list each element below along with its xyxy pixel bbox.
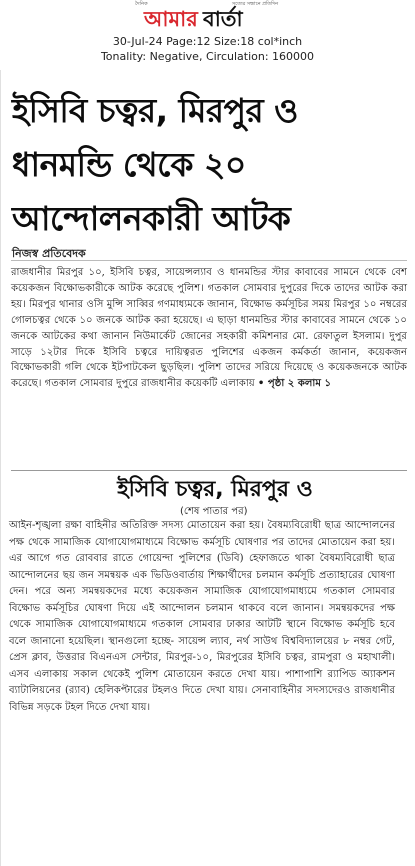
clip-left-border bbox=[0, 70, 1, 866]
continuation-body bbox=[9, 518, 395, 716]
section-divider bbox=[11, 470, 407, 471]
logo-word-amar: আমার bbox=[144, 7, 198, 31]
newspaper-masthead bbox=[0, 0, 415, 34]
logo-word-barta: বার্তা bbox=[203, 7, 243, 31]
continuation-body-text: আইন-শৃঙ্খলা রক্ষা বাহিনীর অতিরিক্ত সদস্য মোতায়েন করা হয়। বৈষম্যবিরোধী ছাত্র আন্দোলনের পক্ষ থেকে সামাজিক যোগাযোগমাধ্যমে বিক্ষোভ কর্মসূচি ঘোষণার পর তাদের মোতায়েন করা হয়। এর আগে গত রোববার রাতে গোয়েন্দা পুলিশের (ডিবি) হেফাজতে থাকা বৈষম্যবিরোধী ছাত্র আন্দোলনের ছয় জন সমন্বয়ক এক ভিডিওবার্তায় শিক্ষার্থীদের চলমান কর্মসূচি প্রত্যাহারের ঘোষণা দেন। পরে অন্য সমন্বয়কদের মধ্যে কয়েকজন সামাজিক যোগাযোগমাধ্যমে গতকাল সোমবার বিক্ষোভ কর্মসূচির ঘোষণা দিয়ে এই আন্দোলন চলমান থাকবে বলে জানান। সমন্বয়কদের পক্ষ থেকে সামাজিক যোগাযোগমাধ্যমে গতকাল সোমবার ঢাকার আটটি স্থানে বিক্ষোভ কর্মসূচি হবে বলে জানানো হয়েছিল। স্থানগুলো হচ্ছে- সায়েন্স ল্যাব, নর্থ সাউথ বিশ্ববিদ্যালয়ের ৮ নম্বর গেট, প্রেস ক্লাব, উত্তরার বিএনএস সেন্টার, মিরপুর-১০, মিরপুরের ইসিবি চত্বর, রামপুরা ও মহাখালী। এসব এলাকায় সকাল থেকেই পুলিশ মোতায়েন করতে দেখা যায়। পাশাপাশি র‌্যাপিড অ্যাকশন ব্যাটালিয়নের (র‌্যাব) হেলিকপ্টারের টহলও দিতে দেখা যায়। সেনাবাহিনীর সদস্যদেরও রাজধানীর বিভিন্ন সড়কে টহল দিতে দেখা যায়। bbox=[9, 520, 395, 713]
continued-pointer: • পৃষ্ঠা ২ কলাম ১ bbox=[257, 378, 332, 390]
continuation-note: (শেষ পাতার পর) bbox=[180, 506, 248, 517]
headline-line-1: ইসিবি চত্বর, মিরপুর ও bbox=[12, 91, 298, 130]
clip-meta-tonality: Tonality: Negative, Circulation: 160000 bbox=[100, 50, 315, 63]
headline-line-2: ধানমন্ডি থেকে ২০ bbox=[12, 145, 246, 184]
masthead-tagline-left: দৈনিক bbox=[135, 1, 148, 7]
newspaper-logo bbox=[140, 5, 270, 31]
article-byline: নিজস্ব প্রতিবেদক bbox=[12, 247, 86, 260]
masthead-tagline-right: সত্যের সন্ধানে প্রতিদিন bbox=[232, 1, 279, 7]
article-body bbox=[11, 265, 407, 392]
headline-line-3: আন্দোলনকারী আটক bbox=[12, 199, 291, 238]
clip-meta-date-page: 30-Jul-24 Page:12 Size:18 col*inch bbox=[112, 35, 303, 48]
byline-divider bbox=[11, 260, 407, 261]
article-body-text: রাজধানীর মিরপুর ১০, ইসিবি চত্বর, সায়েন্সল্যাব ও ধানমন্ডির স্টার কাবাবের সামনে থেকে বেশ কয়েকজন বিক্ষোভকারীকে আটক করেছে পুলিশ। গতকাল সোমবার দুপুরের দিকে তাদের আটক করা হয়। মিরপুর থানার ওসি মুন্সি সাব্বির গণমাধ্যমকে জানান, বিক্ষোভ কর্মসূচির সময় মিরপুর ১০ নম্বরের গোলচত্বর থেকে ১০ জনকে আটক করা হয়েছে। এ ছাড়া ধানমন্ডির স্টার কাবাবের সামনে থেকে ১০ জনকে আটকের কথা জানান নিউমার্কেট জোনের সহকারী কমিশনার মো. রেফাতুল ইসলাম। দুপুর সাড়ে ১২টার দিকে ইসিবি চত্বরে দায়িত্বরত পুলিশের একজন কর্মকর্তা জানান, কয়েকজন বিক্ষোভকারী গলি থেকে ইটপাটকেল ছুড়ছিল। পুলিশ তাদের সরিয়ে দিয়েছে ও কয়েকজনকে আটক করেছে। গতকাল সোমবার দুপুরে রাজধানীর কয়েকটি এলাকায় bbox=[11, 267, 407, 390]
article-headline bbox=[12, 84, 407, 246]
continuation-subhead: ইসিবি চত্বর, মিরপুর ও bbox=[117, 477, 313, 502]
